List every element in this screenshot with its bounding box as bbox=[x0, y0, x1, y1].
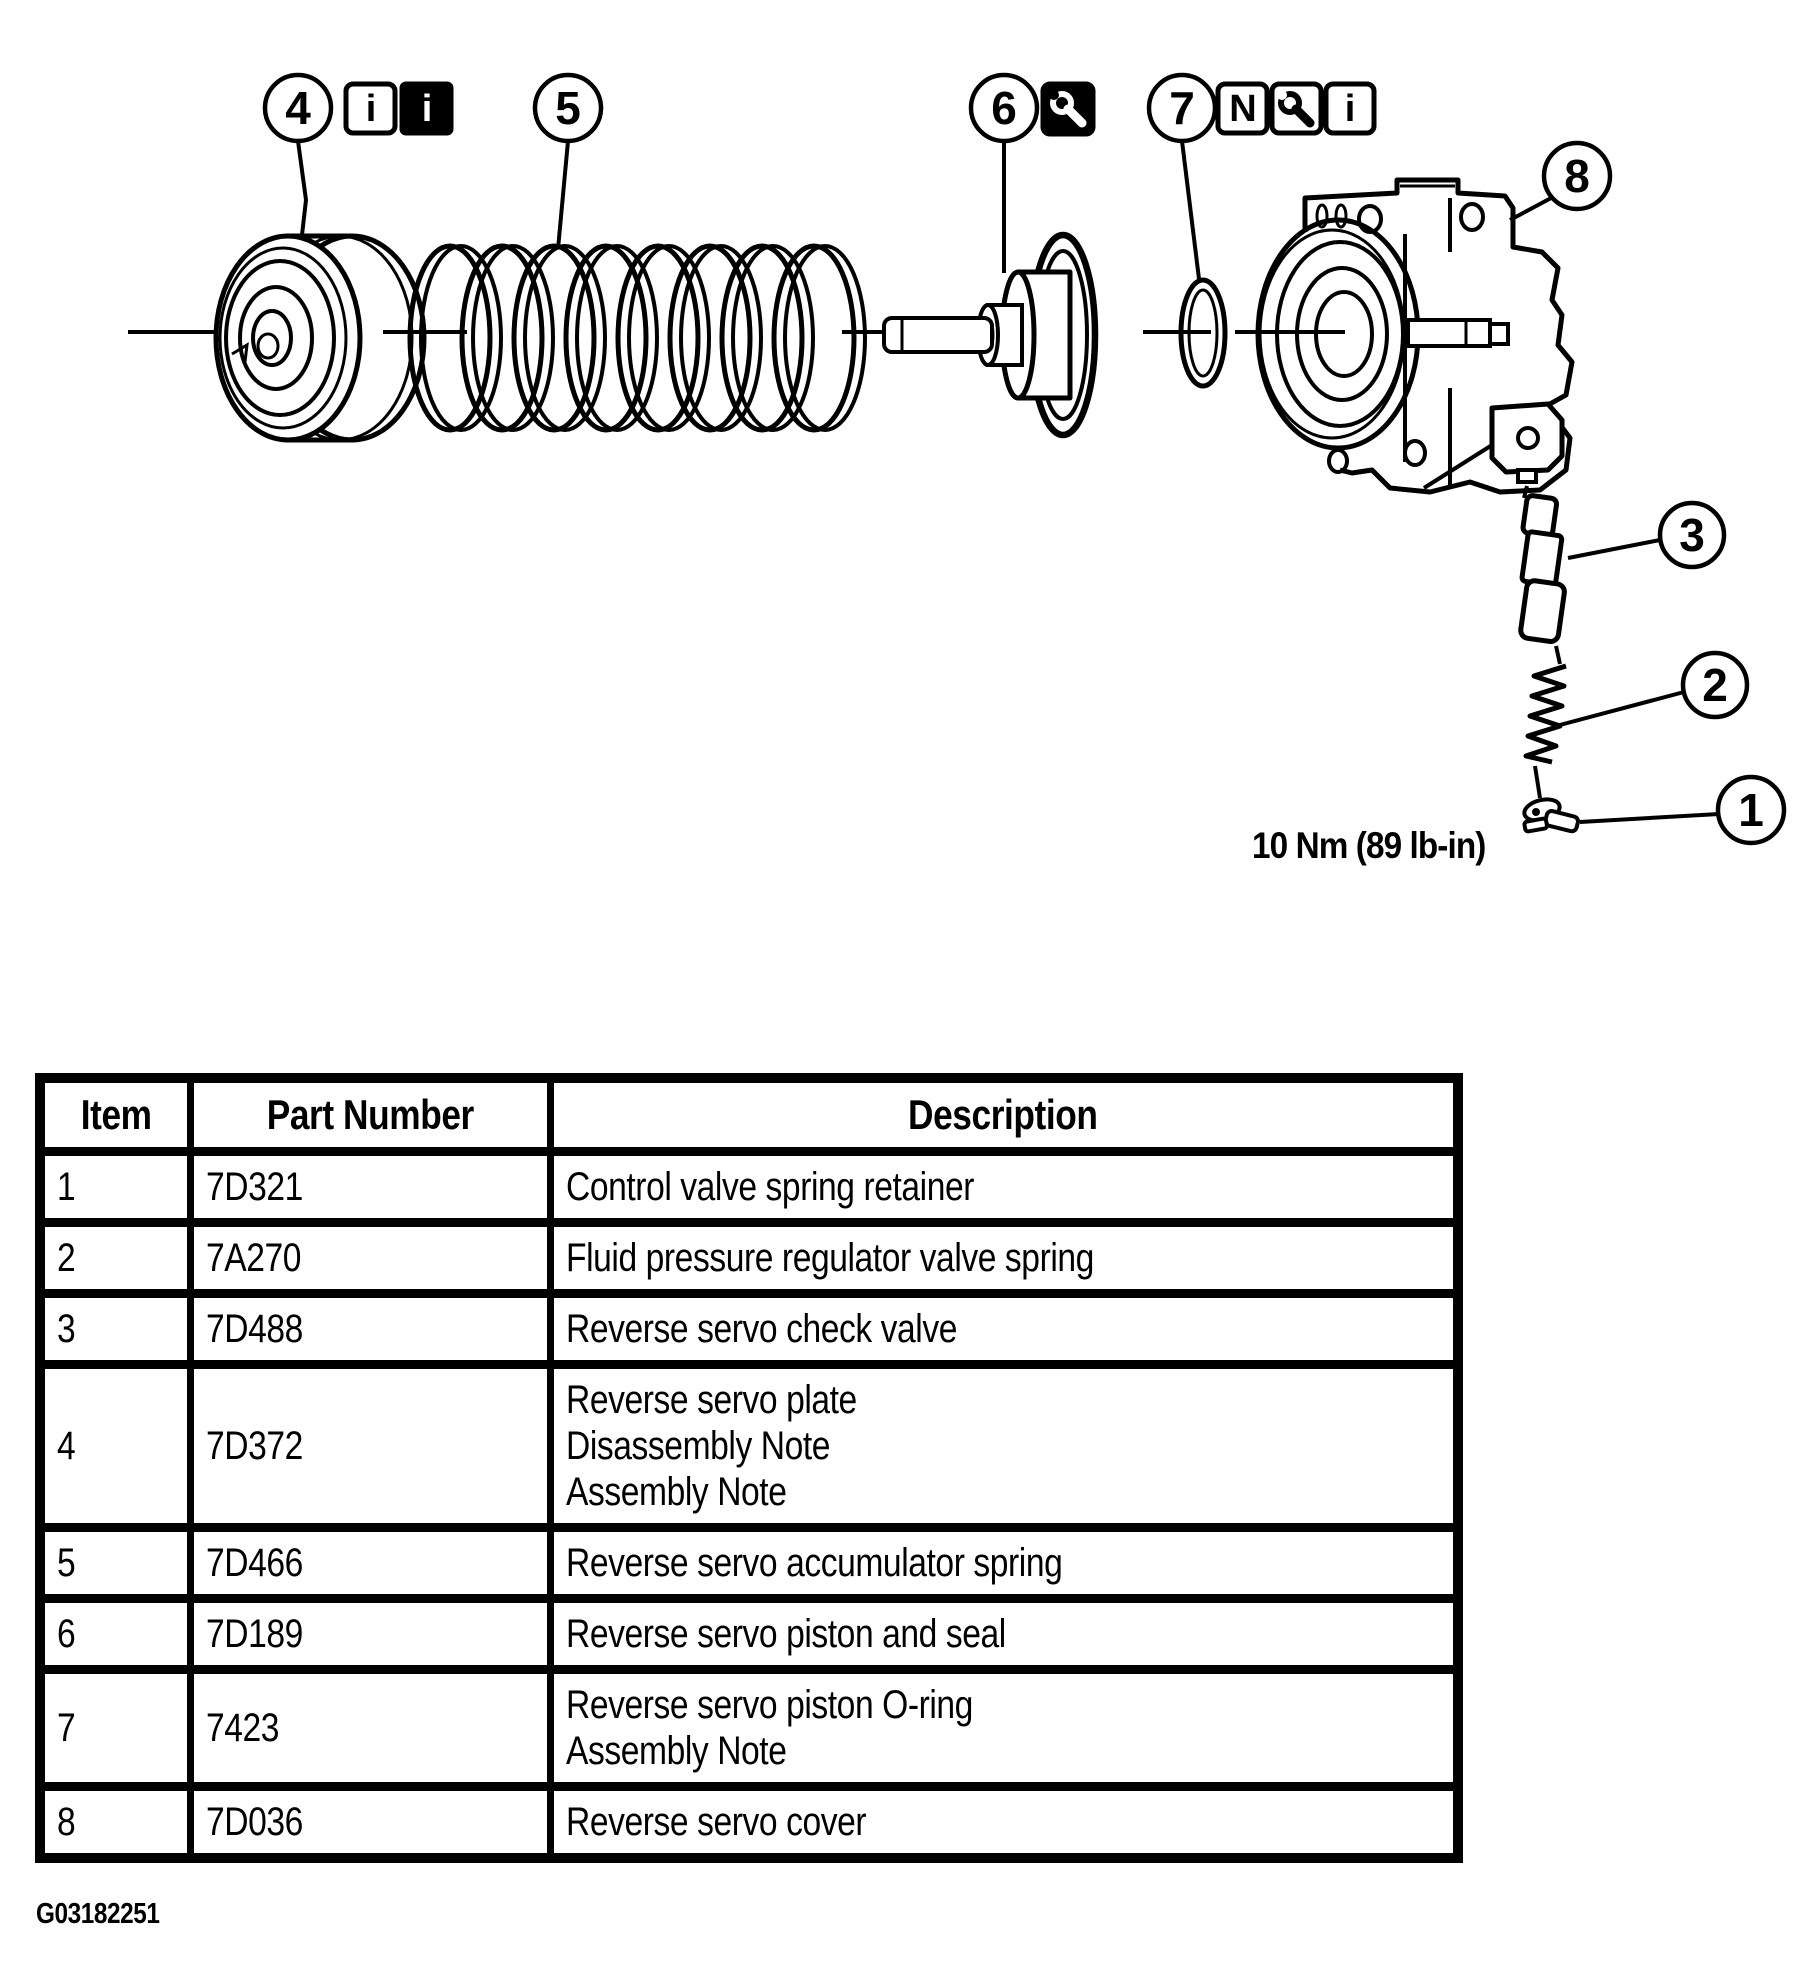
piston-and-seal-drawing bbox=[884, 235, 1095, 435]
check-valve-drawing bbox=[1508, 495, 1577, 643]
description-line: Assembly Note bbox=[565, 1470, 786, 1515]
cell-description bbox=[550, 1152, 1458, 1223]
callout-7 bbox=[1149, 75, 1215, 141]
callout-3-leader bbox=[1568, 540, 1660, 558]
callout-1-leader bbox=[1580, 814, 1719, 822]
table-row bbox=[40, 1294, 1458, 1365]
parts-table bbox=[35, 1073, 1463, 1863]
info-note-badge-inverse bbox=[402, 84, 451, 133]
callout-7-number: 7 bbox=[1169, 82, 1195, 134]
table-row bbox=[40, 1152, 1458, 1223]
regulator-valve-spring-drawing bbox=[1526, 666, 1566, 762]
table-row bbox=[40, 1223, 1458, 1294]
info-note-badge bbox=[346, 84, 395, 133]
callout-3 bbox=[1660, 503, 1724, 567]
cell-item: 4 bbox=[40, 1365, 190, 1528]
cell-description bbox=[550, 1365, 1458, 1528]
table-row bbox=[40, 1787, 1458, 1859]
description-line: Assembly Note bbox=[565, 1729, 786, 1774]
table-row bbox=[40, 1528, 1458, 1599]
table-row bbox=[40, 1365, 1458, 1528]
cell-item: 5 bbox=[40, 1528, 190, 1599]
leader-lines bbox=[298, 141, 1719, 822]
callout-8-number: 8 bbox=[1564, 150, 1590, 202]
callout-1 bbox=[1718, 777, 1784, 843]
callout-2-leader bbox=[1556, 692, 1684, 726]
torque-note-group bbox=[1252, 825, 1485, 866]
description-line: Reverse servo cover bbox=[565, 1800, 866, 1845]
cell-part-number: 7D466 bbox=[190, 1528, 550, 1599]
table-row bbox=[40, 1670, 1458, 1787]
callout-3-number: 3 bbox=[1679, 509, 1705, 561]
cell-part-number: 7D321 bbox=[190, 1152, 550, 1223]
special-tool-badge-inverse bbox=[1043, 84, 1093, 134]
cell-part-number: 7D036 bbox=[190, 1787, 550, 1859]
callout-4 bbox=[265, 75, 331, 141]
spring-retainer-drawing bbox=[1522, 796, 1579, 832]
callout-8-leader bbox=[1510, 197, 1553, 220]
n-note-icon: N bbox=[1229, 88, 1257, 130]
servo-cover-housing-drawing bbox=[1258, 180, 1572, 492]
info-note-badge-2 bbox=[1326, 84, 1374, 133]
accumulator-spring-drawing bbox=[410, 246, 865, 430]
callout-5-number: 5 bbox=[555, 82, 581, 134]
description-line: Reverse servo check valve bbox=[565, 1307, 957, 1352]
cell-description bbox=[550, 1528, 1458, 1599]
special-tool-badge bbox=[1272, 84, 1321, 133]
callout-2 bbox=[1683, 653, 1747, 717]
description-line: Reverse servo piston and seal bbox=[565, 1612, 1006, 1657]
callout-6 bbox=[971, 75, 1037, 141]
cell-item: 3 bbox=[40, 1294, 190, 1365]
description-line: Reverse servo plate bbox=[565, 1378, 857, 1423]
callout-4-number: 4 bbox=[285, 82, 311, 134]
cell-description bbox=[550, 1670, 1458, 1787]
description-line: Reverse servo accumulator spring bbox=[565, 1541, 1062, 1586]
cell-part-number: 7423 bbox=[190, 1670, 550, 1787]
col-header-description: Description bbox=[550, 1078, 1458, 1152]
description-line: Disassembly Note bbox=[565, 1424, 830, 1469]
note-n-badge bbox=[1218, 84, 1267, 133]
callout-6-number: 6 bbox=[991, 82, 1017, 134]
callout-4-leader bbox=[298, 141, 306, 235]
torque-note: 10 Nm (89 lb-in) bbox=[1252, 825, 1486, 867]
cell-part-number: 7D189 bbox=[190, 1599, 550, 1670]
info-icon: i bbox=[421, 88, 433, 130]
cell-item: 1 bbox=[40, 1152, 190, 1223]
cell-description bbox=[550, 1787, 1458, 1859]
cell-description bbox=[550, 1599, 1458, 1670]
cell-part-number: 7D488 bbox=[190, 1294, 550, 1365]
reverse-servo-plate-drawing bbox=[216, 236, 424, 440]
col-header-part-number: Part Number bbox=[190, 1078, 550, 1152]
cell-item: 7 bbox=[40, 1670, 190, 1787]
info-icon: i bbox=[1344, 88, 1356, 130]
cell-item: 6 bbox=[40, 1599, 190, 1670]
callout-5 bbox=[535, 75, 601, 141]
figure-id: G03182251 bbox=[36, 1898, 160, 1930]
cell-description bbox=[550, 1294, 1458, 1365]
info-icon: i bbox=[365, 88, 377, 130]
table-row bbox=[40, 1599, 1458, 1670]
cell-part-number: 7D372 bbox=[190, 1365, 550, 1528]
callout-8 bbox=[1544, 143, 1610, 209]
cell-description bbox=[550, 1223, 1458, 1294]
cell-item: 2 bbox=[40, 1223, 190, 1294]
description-line: Fluid pressure regulator valve spring bbox=[565, 1236, 1094, 1281]
col-header-item: Item bbox=[40, 1078, 190, 1152]
description-line: Reverse servo piston O-ring bbox=[565, 1683, 973, 1728]
callout-1-number: 1 bbox=[1738, 784, 1764, 836]
table-header-row bbox=[40, 1078, 1458, 1152]
parts-table-body bbox=[40, 1152, 1458, 1859]
description-line: Control valve spring retainer bbox=[565, 1165, 974, 1210]
cell-item: 8 bbox=[40, 1787, 190, 1859]
callout-5-leader bbox=[558, 141, 568, 249]
cell-part-number: 7A270 bbox=[190, 1223, 550, 1294]
callout-7-leader bbox=[1182, 141, 1199, 279]
callout-2-number: 2 bbox=[1702, 659, 1728, 711]
